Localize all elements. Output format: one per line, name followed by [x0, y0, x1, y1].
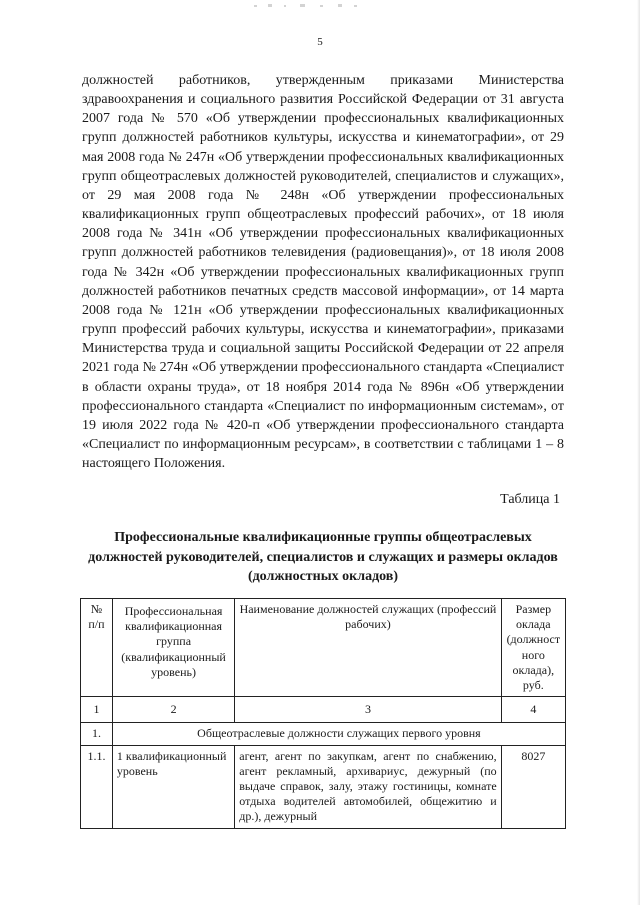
header-salary: Размер оклада (должност ного оклада), руб.: [501, 599, 565, 697]
row-salary: 8027: [501, 745, 565, 828]
table-row: [81, 745, 566, 828]
section-num: 1.: [81, 723, 113, 745]
body-paragraph: должностей работников, утвержденным приказами Министерства здравоохранения и социального развития Российской Федерации от 31 августа 2007 года № 570 «Об утверждении профессиональных квалификационных групп должностей работников культуры, искусства и кинематографии», от 29 мая 2008 года № 247н «Об утверждении профессиональных квалификационных групп общеотраслевых должностей руководителей, специалистов и служащих», от 29 мая 2008 года № 248н «Об утверждении профессиональных квалификационных групп общеотраслевых профессий рабочих», от 18 июля 2008 года № 341н «Об утверждении профессиональных квалификационных групп должностей работников телевидения (радиовещания)», от 18 июля 2008 года № 342н «Об утверждении профессиональных квалификационных групп должностей работников печатных средств массовой информации», от 14 марта 2008 года № 121н «Об утверждении профессиональных квалификационных групп профессий рабочих культуры, искусства и кинематографии», приказами Министерства труда и социальной защиты Российской Федерации от 22 апреля 2021 года № 274н «Об утверждении профессионального стандарта «Специалист в области охраны труда», от 18 ноября 2014 года № 896н «Об утверждении профессионального стандарта «Специалист по информационным системам», от 19 июля 2022 года № 420-п «Об утверждении профессионального стандарта «Специалист по информационным ресурсам», в соответствии с таблицами 1 – 8 настоящего Положения.: [82, 73, 564, 472]
page-number: 5: [317, 36, 323, 48]
table-caption: Таблица 1: [500, 492, 560, 507]
row-positions: агент, агент по закупкам, агент по снабжению, агент рекламный, архивариус, дежурный (по выдаче справок, залу, этажу гостиницы, комнате отдыха водителей автомобилей, общежитию и др.), дежурный: [235, 745, 501, 828]
table-header-row: [81, 599, 566, 697]
salary-table: [80, 598, 566, 829]
header-positions: Наименование должностей служащих (профессий рабочих): [235, 599, 501, 697]
column-number: 1: [81, 697, 113, 723]
section-row: [81, 723, 566, 745]
table-title: Профессиональные квалификационные группы общеотраслевых должностей руководителей, специалистов и служащих и размеры окладов (должностных окладов): [88, 530, 558, 584]
header-group: Профессиональная квалификационная группа (квалификационный уровень): [112, 599, 234, 697]
column-numbers-row: [81, 697, 566, 723]
column-number: 2: [112, 697, 234, 723]
column-number: 4: [501, 697, 565, 723]
section-title: Общеотраслевые должности служащих первого уровня: [112, 723, 565, 745]
header-num: № п/п: [81, 599, 113, 697]
row-group: 1 квалификационный уровень: [112, 745, 234, 828]
column-number: 3: [235, 697, 501, 723]
scan-artifact: [250, 2, 370, 10]
row-num: 1.1.: [81, 745, 113, 828]
